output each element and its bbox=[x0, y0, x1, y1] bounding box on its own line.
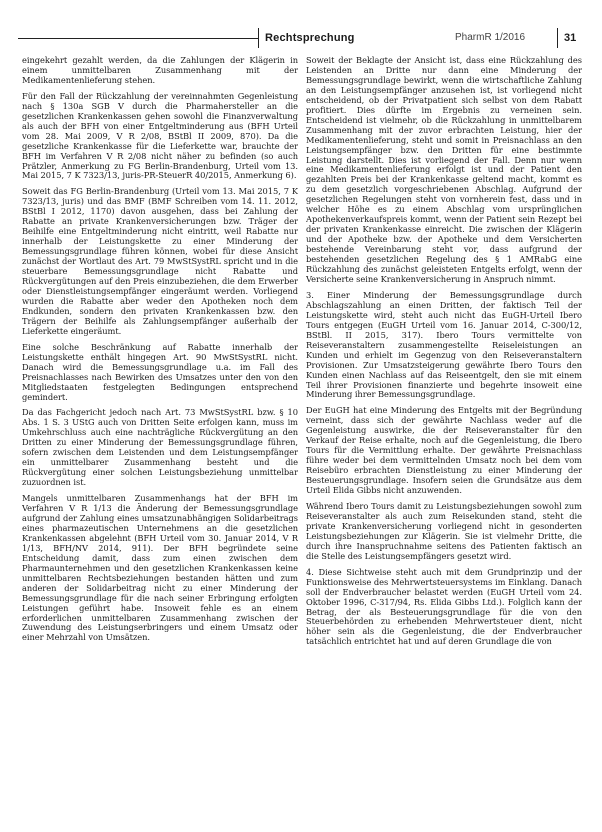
paragraph: Eine solche Beschränkung auf Rabatte innerhalb der Leistungskette enthält hingegen Art. 90 MwStSystRL nicht. Danach wird die Bemessungsgrundlage u.a. im Fall des Preisnachlasses nach Bewirken des Umsatzes unter den von den Mitgliedstaaten festgelegten Bedingungen entsprechend gemindert. bbox=[22, 341, 298, 402]
paragraph: Der EuGH hat eine Minderung des Entgelts mit der Begründung verneint, dass sich der gewährte Nachlass weder auf die Gegenleistung auswirke, die der Reiseveranstalter für den Verkauf der Reise erhalte, noch auf die Gegenleistung, die Ibero Tours für die Vermittlung erhalte. Der gewährte Preisnachlass führe weder bei dem vermittelnden Umsatz noch bei dem vom Reisebüro erbrachten Dienstleistung zu einer Minderung der Besteuerungsgrundlage. Insofern seien die Grundsätze aus dem Urteil Elida Gibbs nicht anzuwenden. bbox=[306, 405, 582, 496]
running-header bbox=[0, 28, 602, 50]
paragraph: Da das Fachgericht jedoch nach Art. 73 MwStSystRL bzw. § 10 Abs. 1 S. 3 UStG auch von Dritten Seite erfolgen kann, muss im Umkehrschluss auch eine nachträgliche Rückvergütung an den Dritten zu einer Minderung der Bemessungsgrundlage führen, sofern zwischen dem Leistenden und dem Leistungsempfänger ein unmittelbarer Zusammenhang besteht und die Rückvergütung einer solchen Leistungsbeziehung unmittelbar zuzuordnen ist. bbox=[22, 407, 298, 488]
paragraph: Soweit das FG Berlin-Brandenburg (Urteil vom 13. Mai 2015, 7 K 7323/13, juris) und das BMF (BMF Schreiben vom 14. 11. 2012, BStBl I 2012, 1170) davon ausgehen, dass bei Zahlung der Rabatte an private Krankenversicherungen bzw. Träger der Beihilfe eine Entgeltminderung nicht eintritt, weil Rabatte nur innerhalb der Leistungskette zu einer Minderung der Bemessungsgrundlage führen können, wobei für diese Ansicht zunächst der Wortlaut des Art. 79 MwStSystRL spricht und in die steuerbare Bemessungsgrundlage nicht Rabatte und Rückvergütungen auf den Preis einzubeziehen, die dem Erwerber oder Dienstleistungsempfänger eingeräumt werden. Vorliegend wurden die Rabatte aber weder den Apotheken noch dem Endkunden, sondern den privaten Krankenkassen bzw. den Trägern der Beihilfe als Zahlungsempfänger außerhalb der Lieferkette eingeräumt. bbox=[22, 186, 298, 336]
paragraph: Für den Fall der Rückzahlung der vereinnahmten Gegenleistung nach § 130a SGB V durch die Pharmahersteller an die gesetzlichen Krankenkassen gehen sowohl die Finanzverwaltung als auch der BFH von einer Entgeltminderung aus (BFH Urteil vom 28. Mai 2009, V R 2/08, BStBl II 2009, 870). Da die gesetzliche Krankenkasse für die Lieferkette war, brauchte der BFH im Verfahren V R 2/08 nicht näher zu befinden (so auch Prätzler, Anmerkung zu FG Berlin-Brandenburg, Urteil vom 13. Mai 2015, 7 K 7323/13, juris-PR-SteuerR 40/2015, Anmerkung 6). bbox=[22, 90, 298, 181]
header-rule bbox=[18, 38, 258, 39]
paragraph: Mangels unmittelbaren Zusammenhangs hat der BFH im Verfahren V R 1/13 die Änderung der Bemessungsgrundlage aufgrund der Zahlung eines umsatzunabhängigen Solidarbeitrags eines pharmazeutischen Unternehmens an die gesetzlichen Krankenkassen abgelehnt (BFH Urteil vom 30. Januar 2014, V R 1/13, BFH/NV 2014, 911). Der BFH begründete seine Entscheidung damit, dass zum einen zwischen dem Pharmaunternehmen und den gesetzlichen Krankenkassen keine unmittelbaren Rechtsbeziehungen bestanden hätten und zum anderen der Solidarbeitrag nicht zu einer Minderung der Bemessungsgrundlage für die nach seiner Erbringung erfolgten Leistungen geführt habe. Insoweit fehle es an einem erforderlichen unmittelbaren Zusammenhang zwischen der Zuwendung des Leistungserbringers und einem Umsatz oder einer Mehrzahl von Umsätzen. bbox=[22, 493, 298, 643]
header-divider bbox=[557, 28, 558, 48]
paragraph: Während Ibero Tours damit zu Leistungsbeziehungen sowohl zum Reiseveranstalter als auch zum Reisekunden stand, steht die private Krankenversicherung vorliegend nicht in gesonderten Leistungsbeziehungen zur Klägerin. Sie ist vielmehr Dritte, die durch ihre Inanspruchnahme seitens des Patienten faktisch an die Stelle des Leistungsempfängers gesetzt wird. bbox=[306, 500, 582, 561]
paragraph: eingekehrt gezahlt werden, da die Zahlungen der Klägerin in einem unmittelbaren Zusammenhang mit der Medikamentenlieferung stehen. bbox=[22, 56, 298, 85]
journal-issue: PharmR 1/2016 bbox=[455, 32, 526, 43]
paragraph: Soweit der Beklagte der Ansicht ist, dass eine Rückzahlung des Leistenden an Dritte nur dann eine Minderung der Bemessungsgrundlage bewirkt, wenn die wirtschaftliche Zahlung an den Leistungsempfänger anzusehen ist, ist vorliegend nicht entscheidend, ob der Privatpatient sich selbst von dem Rabatt profitiert. Dies dürfte im Ergebnis zu verneinen sein. Entscheidend ist vielmehr, ob die Rückzahlung in unmittelbarem Zusammenhang mit der zuvor erbrachten Leistung, hier der Medikamentenlieferung, steht und somit in Preisnachlass an den Leistungsempfänger bzw. den Dritten für eine bestimmte Leistung darstellt. Dies ist vorliegend der Fall. Denn nur wenn eine Medikamentenlieferung erfolgt ist und der Patient den gezahlten Preis bei der Krankenkasse geltend macht, kommt es zu dem gesetzlich vorgeschriebenen Abschlag. Aufgrund der gesetzlichen Regelungen steht von vornherein fest, dass und in welcher Höhe es zu einem Abschlag vom ursprünglichen Apothekenverkaufspreis kommt, wenn der Patient sein Rezept bei der privaten Krankenkasse einreicht. Die zwischen der Klägerin und der Apotheke bzw. der Apotheke und dem Versicherten bestehende Vereinbarung steht vor, dass aufgrund der bestehenden gesetzlichen Regelung des § 1 AMRabG eine Rückzahlung des zunächst geleisteten Entgelts erfolgt, wenn der Versicherte seine Krankenversicherung in Anspruch nimmt. bbox=[306, 56, 582, 284]
right-column bbox=[306, 56, 582, 824]
page-number: 31 bbox=[564, 32, 577, 44]
section-title: Rechtsprechung bbox=[258, 28, 399, 48]
paragraph: 3. Einer Minderung der Bemessungsgrundlage durch Abschlagszahlung an einen Dritten, der faktisch Teil der Leistungskette wird, steht auch nicht das EuGH-Urteil Ibero Tours entgegen (EuGH Urteil vom 16. Januar 2014, C-300/12, BStBl. II 2015, 317). Ibero Tours vermittelte von Reiseveranstaltern zusammengestellte Reiseleistungen an Kunden und erhielt im Gegenzug von den Reiseveranstaltern Provisionen. Zur Umsatzsteigerung gewährte Ibero Tours den Kunden einen Nachlass auf das Reiseentgelt, den sie mit einem Teil ihrer Provisionen finanzierte und begehrte insoweit eine Minderung ihrer Bemessungsgrundlage. bbox=[306, 289, 582, 400]
left-column bbox=[22, 56, 298, 824]
paragraph: 4. Diese Sichtweise steht auch mit dem Grundprinzip und der Funktionsweise des Mehrwertsteuersystems im Einklang. Danach soll der Endverbraucher belastet werden (EuGH Urteil vom 24. Oktober 1996, C-317/94, Rs. Elida Gibbs Ltd.). Folglich kann der Betrag, der als Besteuerungsgrundlage für die von den Steuerbehörden zu erhebenden Mehrwertsteuer dient, nicht höher sein als die Gegenleistung, die der Endverbraucher tatsächlich entrichtet hat und auf deren Grundlage die von bbox=[306, 566, 582, 647]
